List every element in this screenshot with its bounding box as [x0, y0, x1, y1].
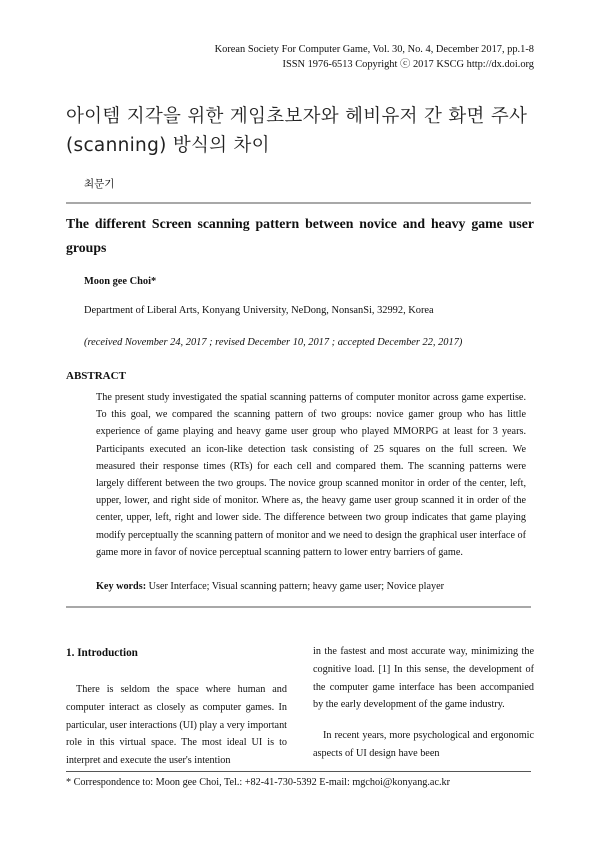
- keywords: [96, 581, 444, 592]
- correspondence-footnote: * Correspondence to: Moon gee Choi, Tel.: +82-41-730-5392 E-mail: mgchoi@konyang.ac.kr: [66, 777, 451, 788]
- korean-author: 최문기: [84, 178, 115, 190]
- intro-right-paragraph-1: in the fastest and most accurate way, minimizing the cognitive load. [1] In this sense, the development of the computer game interface has been accompanied by the early development of the game industry.: [313, 646, 534, 711]
- korean-title-line1: 아이템 지각을 위한 게임초보자와 헤비유저 간 화면 주사: [66, 106, 528, 127]
- intro-right-paragraph-2: In recent years, more psychological and ergonomic aspects of UI design have been: [313, 730, 534, 759]
- title-divider: [66, 202, 531, 204]
- korean-title-line2: (scanning) 방식의 차이: [66, 135, 270, 156]
- abstract-heading: ABSTRACT: [66, 370, 126, 382]
- english-title-line2: groups: [66, 240, 107, 255]
- english-author: Moon gee Choi*: [84, 276, 157, 287]
- keywords-label: Key words:: [96, 581, 147, 592]
- journal-citation: Korean Society For Computer Game, Vol. 30, No. 4, December 2017, pp.1-8: [214, 44, 534, 55]
- abstract-text: The present study investigated the spatial scanning patterns of computer monitor across game expertise. To this goal, we compared the scanning pattern of two groups: novice gamer group who has little experience of game playing and heavy game user group who played MMORPG at least for 3 years. Participants executed an icon-like detection task consisting of 25 squares on the full screen. We measured their response times (RTs) for each cell and compared them. The scanning patterns were largely different between the two groups. The novice group scanned monitor in order of the center, left, upper, lower, and right side of monitor. Where as, the heavy game user group scanned it in order of the center, upper, left, right and lower side. The difference between two group indicates that game playing modify perceptually the scanning pattern of monitor and we need to design the graphical user interface of game more in favor of novice perceptual scanning pattern to lower entry barriers of game.: [96, 392, 526, 558]
- affiliation: Department of Liberal Arts, Konyang University, NeDong, NonsanSi, 32992, Korea: [84, 305, 434, 316]
- footnote-divider: [66, 771, 531, 772]
- intro-left-column: There is seldom the space where human and computer interact as closely as computer games. In particular, user interactions (UI) play a very important role in this virtual space. The most ideal UI is to interpret and execute the user's intention: [66, 684, 287, 767]
- abstract-divider: [66, 606, 531, 608]
- issn-copyright: ISSN 1976-6513 Copyright ⓒ 2017 KSCG http://dx.doi.org: [282, 59, 534, 70]
- section-heading: 1. Introduction: [66, 647, 138, 659]
- keywords-list: User Interface; Visual scanning pattern; heavy game user; Novice player: [148, 581, 445, 592]
- english-title-line1: The different Screen scanning pattern between novice and heavy game user: [66, 216, 534, 231]
- received-dates: (received November 24, 2017 ; revised December 10, 2017 ; accepted December 22, 2017): [84, 337, 463, 348]
